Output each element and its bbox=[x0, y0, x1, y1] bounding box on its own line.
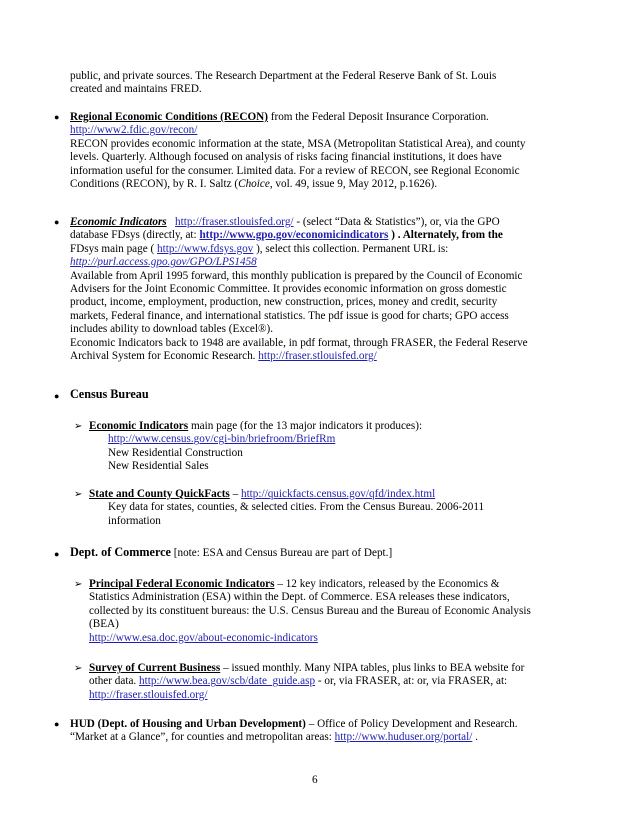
text-fragment: Conditions (RECON), by R. I. Saltz ( bbox=[70, 178, 239, 191]
text-line: Economic Indicators back to 1948 are available, in pdf format, through FRASER, the Federal Reserve bbox=[70, 336, 528, 349]
text-fragment: - or, via FRASER, at: or, via FRASER, at: bbox=[315, 675, 508, 688]
recon-link[interactable]: http://www2.fdic.gov/recon/ bbox=[70, 124, 198, 137]
text-line: Advisers for the Joint Economic Committee. It provides economic information on gross domestic bbox=[70, 283, 507, 296]
section-hud bbox=[54, 718, 570, 745]
text-line: public, and private sources. The Research Department at the Federal Reserve Bank of St. Louis bbox=[70, 70, 497, 82]
fraser-link[interactable]: http://fraser.stlouisfed.org/ bbox=[89, 688, 208, 701]
commerce-pfei bbox=[74, 578, 569, 645]
text-fragment: ), select this collection. Permanent URL is: bbox=[253, 242, 449, 255]
text-line: Available from April 1995 forward, this monthly publication is prepared by the Council of Economic bbox=[70, 269, 523, 282]
quickfacts-link[interactable]: http://quickfacts.census.gov/qfd/index.html bbox=[240, 488, 436, 500]
census-quickfacts bbox=[74, 488, 569, 528]
section-economic-indicators bbox=[54, 216, 570, 363]
bullet-icon: ● bbox=[54, 217, 60, 227]
fred-continuation bbox=[70, 70, 570, 97]
quickfacts-title: State and County QuickFacts bbox=[89, 488, 230, 500]
purl-link[interactable]: http://purl.access.gpo.gov/GPO/LPS1458 bbox=[70, 256, 257, 269]
list-item: New Residential Construction bbox=[108, 446, 243, 459]
text-line: collected by its constituent bureaus: the U.S. Census Bureau and the Bureau of Economic Analysis bbox=[89, 604, 531, 617]
huduser-link[interactable]: http://www.huduser.org/portal/ bbox=[334, 731, 473, 744]
page-number: 6 bbox=[312, 774, 318, 786]
text-line: Key data for states, counties, & selected cities. From the Census Bureau. 2006-2011 bbox=[108, 501, 485, 514]
text-line: information useful for the consumer. Limited data. For a review of RECON, see Regional Economic bbox=[70, 164, 520, 177]
text-fragment: . bbox=[472, 731, 478, 744]
fraser-link[interactable]: http://fraser.stlouisfed.org/ bbox=[175, 216, 294, 228]
section-commerce bbox=[54, 545, 570, 560]
journal-title: Choice bbox=[238, 178, 270, 191]
bullet-icon: ● bbox=[54, 391, 60, 401]
text-line: information bbox=[108, 514, 161, 527]
recon-title-rest: from the Federal Deposit Insurance Corporation. bbox=[267, 111, 489, 123]
text-line: product, income, employment, production, new construction, prices, money and credit, security bbox=[70, 296, 498, 309]
fraser-link[interactable]: http://fraser.stlouisfed.org/ bbox=[258, 350, 377, 363]
census-title: Census Bureau bbox=[70, 387, 149, 401]
text-fragment: main page (for the 13 major indicators it produces): bbox=[188, 420, 423, 432]
text-fragment: – bbox=[229, 488, 241, 500]
econ-ind-title: Economic Indicators bbox=[70, 216, 167, 228]
arrow-bullet-icon: ➢ bbox=[74, 579, 83, 590]
bea-scb-link[interactable]: http://www.bea.gov/scb/date_guide.asp bbox=[139, 675, 316, 688]
census-economic-indicators bbox=[74, 420, 569, 474]
text-fragment: “Market at a Glance”, for counties and metropolitan areas: bbox=[70, 731, 335, 744]
bullet-icon: ● bbox=[54, 719, 60, 729]
commerce-scb bbox=[74, 662, 569, 702]
arrow-bullet-icon: ➢ bbox=[74, 421, 83, 432]
text-fragment: – 12 key indicators, released by the Economics & bbox=[274, 578, 500, 590]
text-fragment: Archival System for Economic Research. bbox=[70, 350, 259, 363]
esa-link[interactable]: http://www.esa.doc.gov/about-economic-indicators bbox=[89, 631, 318, 644]
commerce-title: Dept. of Commerce bbox=[70, 545, 171, 559]
text-fragment: database FDsys (directly, at: bbox=[70, 229, 200, 242]
text-fragment: – issued monthly. Many NIPA tables, plus links to BEA website for bbox=[220, 662, 525, 674]
census-briefroom-link[interactable]: http://www.census.gov/cgi-bin/briefroom/BriefRm bbox=[108, 433, 336, 446]
text-line: Statistics Administration (ESA) within the Dept. of Commerce. ESA releases these indicators, bbox=[89, 591, 510, 604]
bullet-icon: ● bbox=[54, 112, 60, 122]
arrow-bullet-icon: ➢ bbox=[74, 663, 83, 674]
pfei-title: Principal Federal Economic Indicators bbox=[89, 578, 275, 590]
text-fragment: other data. bbox=[89, 675, 140, 688]
scb-title: Survey of Current Business bbox=[89, 662, 221, 674]
text-line: RECON provides economic information at the state, MSA (Metropolitan Statistical Area), and county bbox=[70, 137, 526, 150]
text-fragment: ) . Alternately, from the bbox=[388, 229, 503, 242]
section-recon bbox=[54, 111, 570, 191]
text-fragment: FDsys main page ( bbox=[70, 242, 158, 255]
text-line: levels. Quarterly. Although focused on analysis of risks facing financial institutions, it does have bbox=[70, 151, 502, 164]
text-line: (BEA) bbox=[89, 618, 119, 631]
section-census bbox=[54, 387, 570, 401]
commerce-note: [note: ESA and Census Bureau are part of Dept.] bbox=[170, 547, 393, 559]
list-item: New Residential Sales bbox=[108, 460, 209, 473]
text-line: created and maintains FRED. bbox=[70, 83, 202, 96]
text-line: markets, Federal finance, and international statistics. The pdf issue is good for charts; GPO access bbox=[70, 309, 509, 322]
text-fragment: , vol. 49, issue 9, May 2012, p.1626). bbox=[269, 178, 438, 191]
bullet-icon: ● bbox=[54, 549, 60, 559]
recon-title: Regional Economic Conditions (RECON) bbox=[70, 111, 268, 123]
text-fragment: - (select “Data & Statistics”), or, via the GPO bbox=[293, 216, 500, 228]
gpo-econ-link[interactable]: http://www.gpo.gov/economicindicators bbox=[199, 229, 389, 242]
hud-title: HUD (Dept. of Housing and Urban Development) bbox=[70, 718, 306, 730]
arrow-bullet-icon: ➢ bbox=[74, 489, 83, 500]
text-line: includes ability to download tables (Excel®). bbox=[70, 323, 273, 336]
census-ei-title: Economic Indicators bbox=[89, 420, 189, 432]
fdsys-link[interactable]: http://www.fdsys.gov bbox=[157, 242, 254, 255]
text-fragment: – Office of Policy Development and Research. bbox=[305, 718, 518, 730]
